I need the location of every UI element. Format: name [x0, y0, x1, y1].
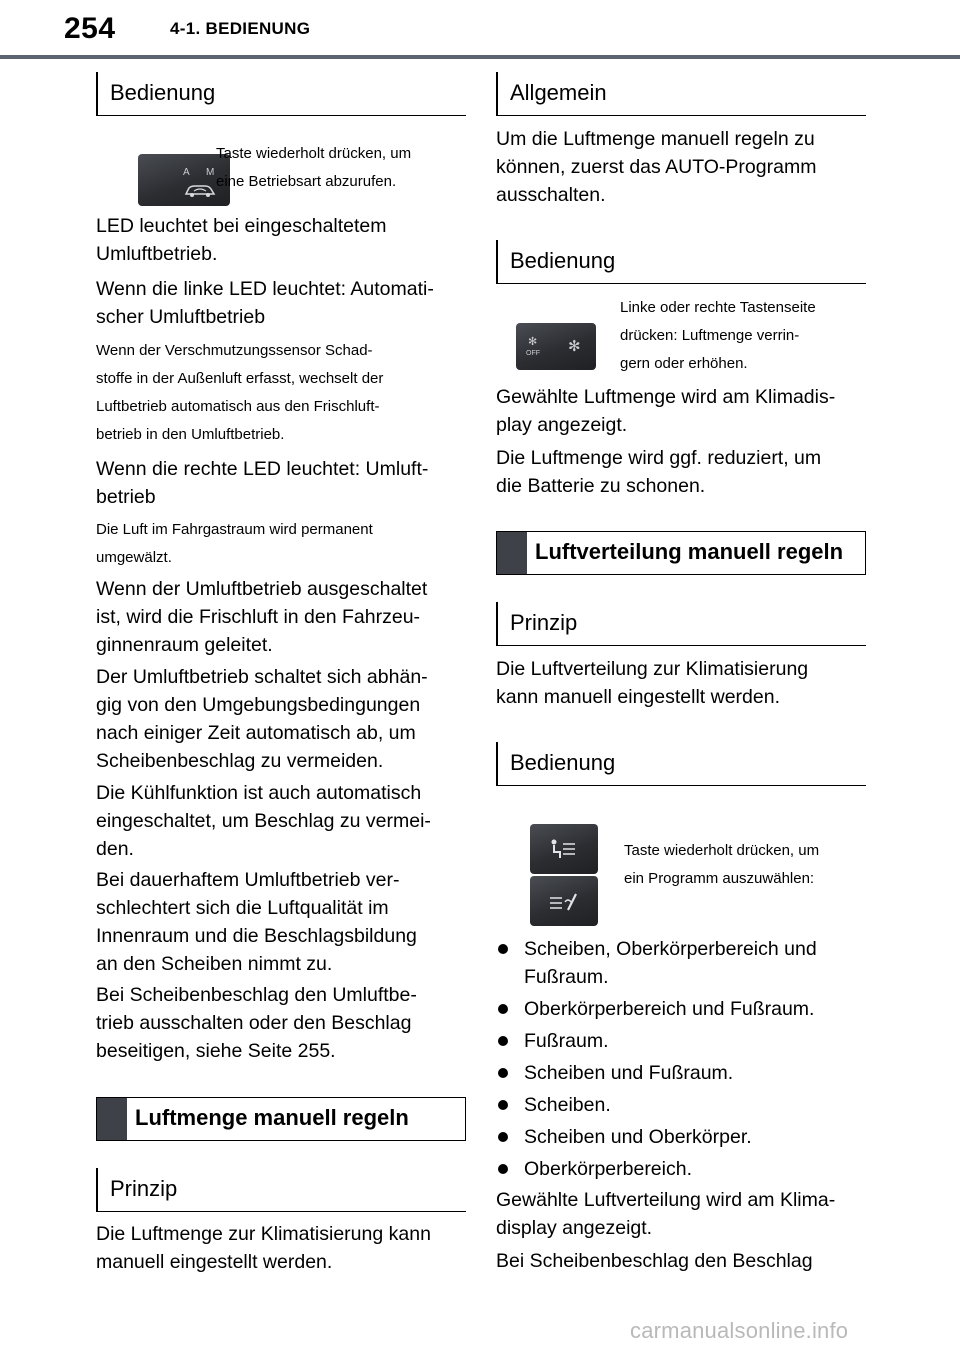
car-recirculation-icon	[182, 181, 218, 199]
bullet-icon	[498, 1068, 508, 1078]
distribution-button-bottom-image	[530, 876, 598, 926]
paragraph-auto-program: Um die Luftmenge manuell regeln zu können, zuerst das AUTO-Programm ausschalten.	[496, 128, 817, 206]
paragraph-air-quality: Bei dauerhaftem Umluftbetrieb ver- schlechtert sich die Luftqualität im Innenraum und die Beschlagsbildung an den Scheiben nimmt zu.	[96, 869, 417, 975]
watermark: carmanualsonline.info	[630, 1318, 849, 1343]
windshield-airflow-icon	[548, 890, 580, 912]
fan-caption: Linke oder rechte Tastenseite drücken: Luftmenge verrin- gern oder erhöhen.	[620, 299, 816, 372]
section-heading-text: Allgemein	[510, 80, 607, 105]
paragraph-distribution-manual: Die Luftverteilung zur Klimatisierung kann manuell eingestellt werden.	[496, 658, 809, 708]
bullet-icon	[498, 944, 508, 954]
note-pollution-sensor: Wenn der Verschmutzungssensor Schad- stoffe in der Außenluft erfasst, wechselt der Luftbetrieb automatisch aus den Frischluft- betrieb in den Umluftbetrieb.	[96, 342, 384, 443]
bullet-icon	[498, 1100, 508, 1110]
section-heading-prinzip	[96, 1168, 466, 1212]
section-heading-text: Bedienung	[510, 248, 616, 273]
header-rule	[0, 55, 960, 59]
distribution-caption: Taste wiederholt drücken, um ein Programm auszuwählen:	[624, 842, 820, 887]
fan-small-icon: ✻	[528, 336, 538, 348]
chapter-title: 4-1. BEDIENUNG	[170, 19, 311, 38]
paragraph-cooling: Die Kühlfunktion ist auch automatisch eingeschaltet, um Beschlag zu vermei- den.	[96, 782, 431, 860]
paragraph-auto-off: Der Umluftbetrieb schaltet sich abhän- gig von den Umgebungsbedingungen nach einiger Zeit automatisch ab, um Scheibenbeschlag zu vermeiden.	[96, 666, 428, 772]
paragraph-left-led: Wenn die linke LED leuchtet: Automati- scher Umluftbetrieb	[96, 278, 434, 328]
list-item: Fußraum.	[496, 1027, 866, 1055]
section-heading-prinzip	[496, 602, 866, 646]
section-heading-luftverteilung	[496, 531, 866, 575]
paragraph-fresh-air: Wenn der Umluftbetrieb ausgeschaltet ist, wird die Frischluft in den Fahrzeu- ginnenraum geleitet.	[96, 578, 428, 656]
section-heading-text: Bedienung	[110, 80, 216, 105]
section-heading-text: Luftmenge manuell regeln	[135, 1105, 409, 1130]
section-heading-text: Prinzip	[110, 1176, 178, 1201]
fan-large-icon: ✻	[568, 338, 581, 355]
list-item: Oberkörperbereich.	[496, 1155, 866, 1183]
bullet-icon	[498, 1164, 508, 1174]
list-item: Oberkörperbereich und Fußraum.	[496, 995, 866, 1023]
paragraph-battery: Die Luftmenge wird ggf. reduziert, um die Batterie zu schonen.	[496, 447, 822, 497]
note-recirculation: Die Luft im Fahrgastraum wird permanent umgewälzt.	[96, 521, 373, 566]
paragraph-right-led: Wenn die rechte LED leuchtet: Umluft- betrieb	[96, 458, 429, 508]
section-heading-allgemein	[496, 72, 866, 116]
section-bar	[97, 1098, 127, 1140]
paragraph-fogging: Bei Scheibenbeschlag den Umluftbe- trieb ausschalten oder den Beschlag beseitigen, siehe Seite 255.	[96, 984, 417, 1062]
paragraph-luftmenge-manual: Die Luftmenge zur Klimatisierung kann manuell eingestellt werden.	[96, 1223, 431, 1273]
bullet-icon	[498, 1004, 508, 1014]
section-heading-luftmenge	[96, 1097, 466, 1141]
list-item: Scheiben, Oberkörperbereich und Fußraum.	[496, 935, 866, 991]
paragraph-display: Gewählte Luftmenge wird am Klimadis- play angezeigt.	[496, 386, 836, 436]
list-item: Scheiben.	[496, 1091, 866, 1119]
section-heading-text: Prinzip	[510, 610, 578, 635]
paragraph-led: LED leuchtet bei eingeschaltetem Umluftbetrieb.	[96, 215, 387, 265]
section-heading-bedienung	[496, 240, 866, 284]
paragraph-distribution-display: Gewählte Luftverteilung wird am Klima- display angezeigt.	[496, 1189, 836, 1239]
fan-speed-button-image	[516, 323, 596, 370]
list-item: Scheiben und Fußraum.	[496, 1059, 866, 1087]
person-airflow-icon	[548, 838, 578, 860]
distribution-button-top-image	[530, 824, 598, 874]
page-number: 254	[64, 12, 116, 45]
button-caption: Taste wiederholt drücken, um eine Betriebsart abzurufen.	[216, 145, 412, 190]
section-heading-bedienung	[496, 742, 866, 786]
paragraph-fogging-continued: Bei Scheibenbeschlag den Beschlag	[496, 1250, 813, 1272]
fan-off-label: OFF	[526, 350, 540, 357]
list-item: Scheiben und Oberkörper.	[496, 1123, 866, 1151]
page-header	[0, 0, 960, 62]
section-heading-text: Bedienung	[510, 750, 616, 775]
button-label-a: A	[183, 167, 190, 178]
button-label-m: M	[206, 167, 215, 178]
bullet-icon	[498, 1132, 508, 1142]
section-bar	[497, 532, 527, 574]
section-heading-bedienung	[96, 72, 466, 116]
bullet-icon	[498, 1036, 508, 1046]
distribution-program-list	[496, 935, 866, 1187]
section-heading-text: Luftverteilung manuell regeln	[535, 539, 844, 564]
